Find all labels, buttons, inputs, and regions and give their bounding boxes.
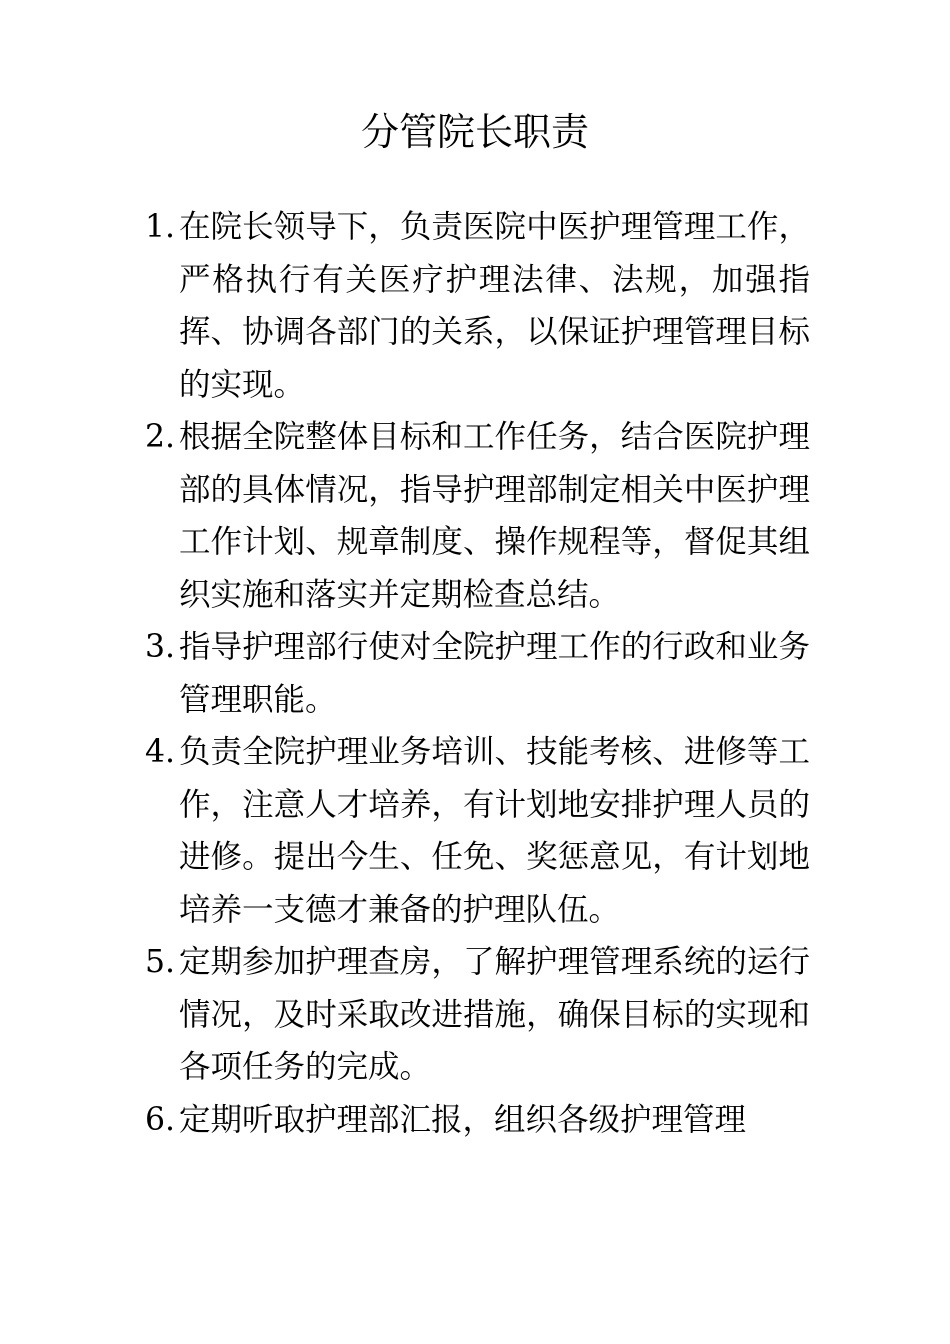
duty-text: 负责全院护理业务培训、技能考核、进修等工作，注意人才培养，有计划地安排护理人员的进修。提出今生、任免、奖惩意见，有计划地培养一支德才兼备的护理队伍。 xyxy=(179,734,810,928)
duty-number: 3. xyxy=(145,629,176,665)
duty-item-2 xyxy=(145,411,810,621)
document-title: 分管院长职责 xyxy=(360,110,589,154)
duty-list xyxy=(145,201,810,1146)
duty-item-6 xyxy=(145,1094,810,1147)
duty-number: 4. xyxy=(145,734,176,770)
duty-number: 1. xyxy=(145,209,176,245)
duty-number: 6. xyxy=(145,1101,176,1138)
duty-text: 根据全院整体目标和工作任务，结合医院护理部的具体情况，指导护理部制定相关中医护理工作计划、规章制度、操作规程等，督促其组织实施和落实并定期检查总结。 xyxy=(179,419,810,613)
duty-item-3 xyxy=(145,621,810,726)
duty-item-1 xyxy=(145,201,810,411)
duty-text: 定期听取护理部汇报，组织各级护理管理 xyxy=(179,1101,747,1138)
duty-text: 在院长领导下，负责医院中医护理管理工作，严格执行有关医疗护理法律、法规，加强指挥、协调各部门的关系，以保证护理管理目标的实现。 xyxy=(179,209,810,403)
duty-item-4 xyxy=(145,726,810,936)
duty-item-5 xyxy=(145,936,810,1094)
duty-number: 5. xyxy=(145,944,176,980)
duty-text: 定期参加护理查房，了解护理管理系统的运行情况，及时采取改进措施，确保目标的实现和各项任务的完成。 xyxy=(179,944,810,1085)
duty-number: 2. xyxy=(145,419,176,455)
duty-text: 指导护理部行使对全院护理工作的行政和业务管理职能。 xyxy=(179,629,810,718)
